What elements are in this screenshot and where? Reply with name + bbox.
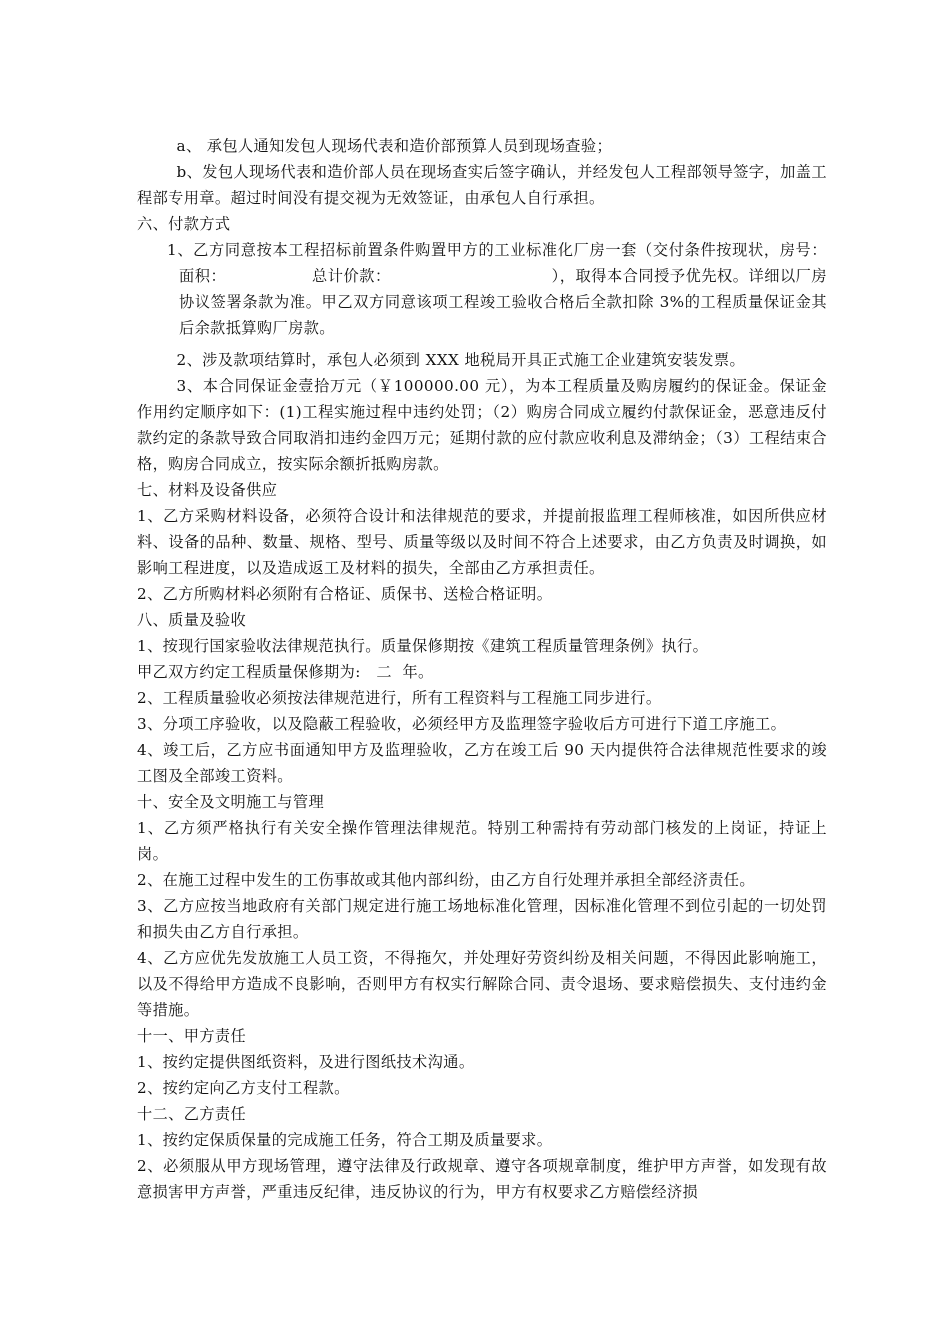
section-10-heading: 十、安全及文明施工与管理 — [137, 793, 325, 811]
party-b-duty-1: 1、按约定保质保量的完成施工任务，符合工期及质量要求。 — [137, 1131, 553, 1149]
safety-clause-1: 1、乙方须严格执行有关安全操作管理法律规范。特别工种需持有劳动部门核发的上岗证，持证上岗。 — [137, 819, 827, 863]
safety-clause-2: 2、在施工过程中发生的工伤事故或其他内部纠纷，由乙方自行处理并承担全部经济责任。 — [137, 871, 755, 889]
section-12-heading: 十二、乙方责任 — [137, 1105, 247, 1123]
contract-body — [137, 133, 880, 1205]
party-b-duty-2: 2、必须服从甲方现场管理，遵守法律及行政规章、遵守各项规章制度，维护甲方声誉，如发现有故意损害甲方声誉，严重违反纪律，违反协议的行为，甲方有权要求乙方赔偿经济损 — [137, 1157, 827, 1201]
safety-clause-4: 4、乙方应优先发放施工人员工资，不得拖欠，并处理好劳资纠纷及相关问题，不得因此影响施工，以及不得给甲方造成不良影响，否则甲方有权实行解除合同、责令退场、要求赔偿损失、支付违约金等措施。 — [137, 949, 827, 1019]
warranty-period-line: 甲乙双方约定工程质量保修期为: 二 年。 — [137, 663, 434, 681]
party-a-duty-2: 2、按约定向乙方支付工程款。 — [137, 1079, 350, 1097]
section-6-heading: 六、付款方式 — [137, 215, 231, 233]
payment-clause-1: 1、乙方同意按本工程招标前置条件购置甲方的工业标准化厂房一套（交付条件按现状，房号： 面积： 总计价款： ），取得本合同授予优先权。详细以厂房协议签署条款为准。甲乙双方同意该项工程竣工验收合格后全款扣除 3%的工程质量保证金其后余款抵算购厂房款。 — [167, 241, 880, 337]
section-11-heading: 十一、甲方责任 — [137, 1027, 247, 1045]
quality-clause-3: 3、分项工序验收，以及隐蔽工程验收，必须经甲方及监理签字验收后方可进行下道工序施工。 — [137, 715, 787, 733]
party-a-duty-1: 1、按约定提供图纸资料，及进行图纸技术沟通。 — [137, 1053, 475, 1071]
clause-b-paragraph: b、发包人现场代表和造价部人员在现场查实后签字确认，并经发包人工程部领导签字，加盖工程部专用章。超过时间没有提交视为无效签证，由承包人自行承担。 — [137, 163, 827, 207]
quality-clause-1: 1、按现行国家验收法律规范执行。质量保修期按《建筑工程质量管理条例》执行。 — [137, 637, 709, 655]
quality-clause-2: 2、工程质量验收必须按法律规范进行，所有工程资料与工程施工同步进行。 — [137, 689, 662, 707]
payment-clause-2: 2、涉及款项结算时，承包人必须到 XXX 地税局开具正式施工企业建筑安装发票。 — [176, 351, 746, 369]
materials-clause-1: 1、乙方采购材料设备，必须符合设计和法律规范的要求，并提前报监理工程师核准，如因所供应材料、设备的品种、数量、规格、型号、质量等级以及时间不符合上述要求，由乙方负责及时调换，如影响工程进度，以及造成返工及材料的损失，全部由乙方承担责任。 — [137, 507, 827, 577]
materials-clause-2: 2、乙方所购材料必须附有合格证、质保书、送检合格证明。 — [137, 585, 553, 603]
clause-a-paragraph: a、 承包人通知发包人现场代表和造价部预算人员到现场查验； — [176, 137, 613, 155]
safety-clause-3: 3、乙方应按当地政府有关部门规定进行施工场地标准化管理，因标准化管理不到位引起的一切处罚和损失由乙方自行承担。 — [137, 897, 827, 941]
section-8-heading: 八、质量及验收 — [137, 611, 247, 629]
section-7-heading: 七、材料及设备供应 — [137, 481, 278, 499]
payment-clause-3: 3、本合同保证金壹拾万元（￥100000.00 元），为本工程质量及购房履约的保证金。保证金作用约定顺序如下：(1)工程实施过程中违约处罚；（2）购房合同成立履约付款保证金，恶意违反付款约定的条款导致合同取消扣违约金四万元；延期付款的应付款应收利息及滞纳金；（3）工程结束合格，购房合同成立，按实际余额折抵购房款。 — [137, 377, 827, 473]
quality-clause-4: 4、竣工后，乙方应书面通知甲方及监理验收，乙方在竣工后 90 天内提供符合法律规范性要求的竣工图及全部竣工资料。 — [137, 741, 827, 785]
